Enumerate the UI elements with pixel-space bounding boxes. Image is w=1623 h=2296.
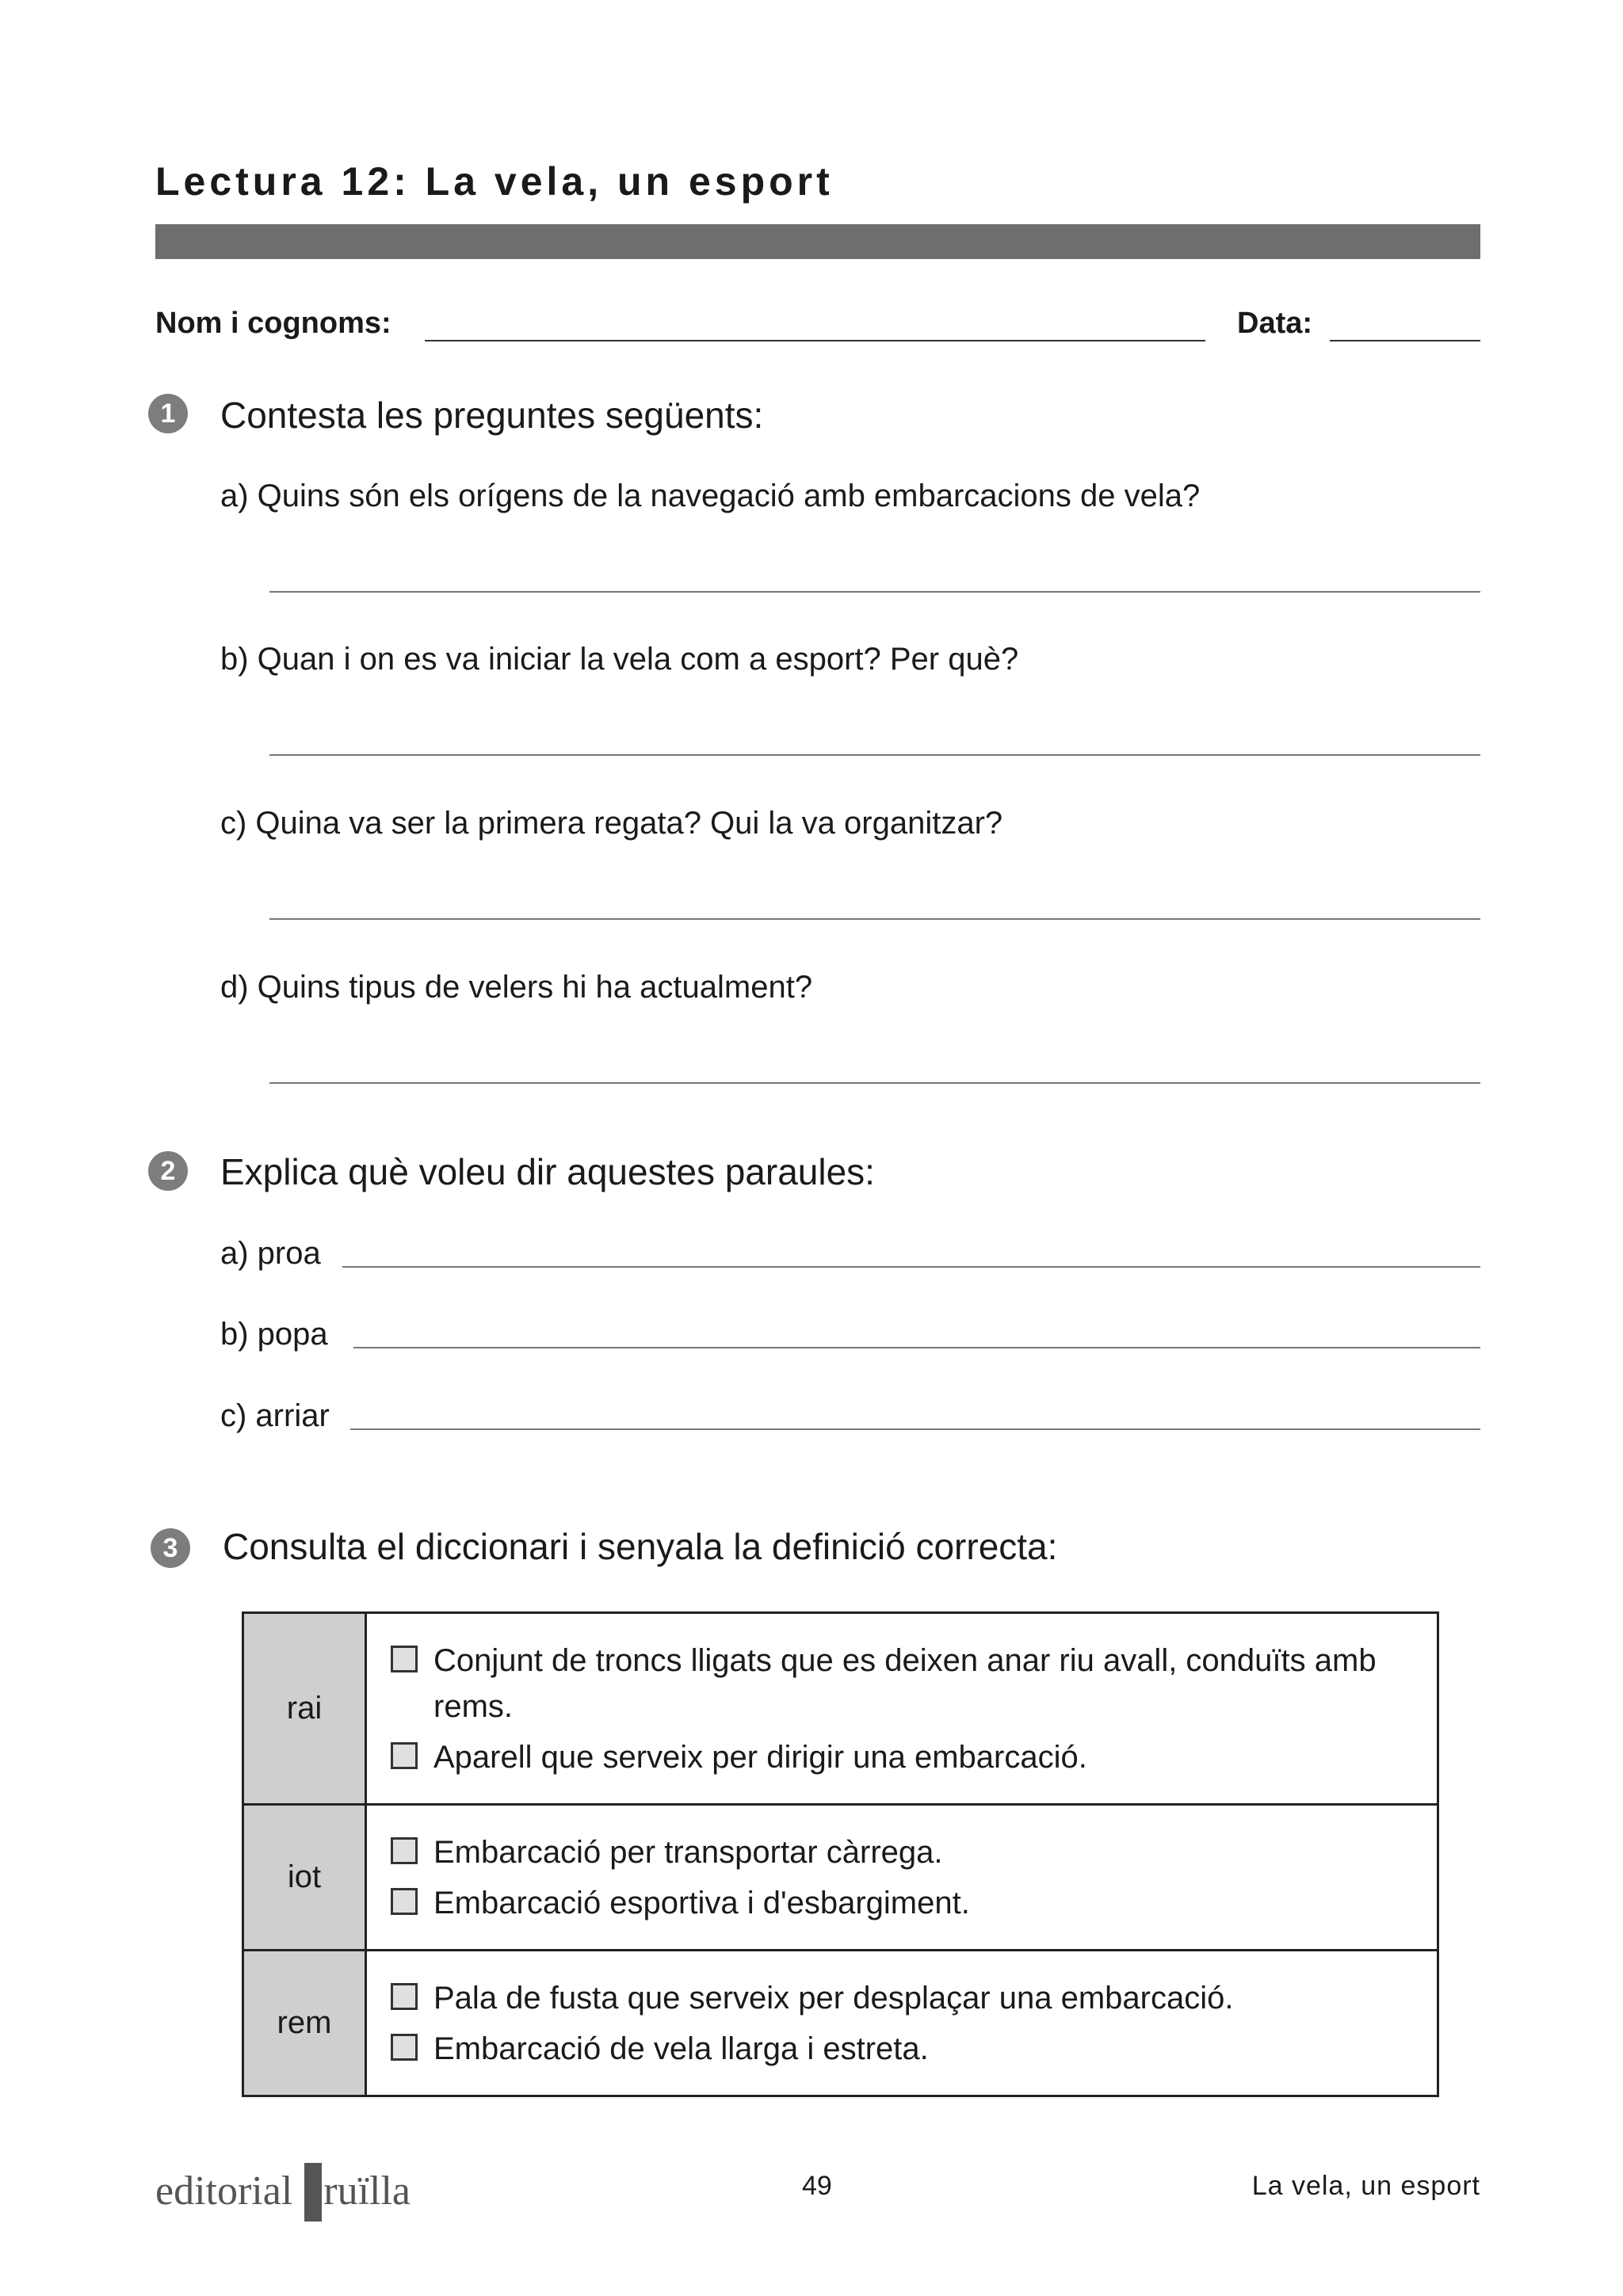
answer-line-1a[interactable] (269, 591, 1480, 593)
option-item (391, 1734, 1418, 1780)
question-number-2: 2 (148, 1151, 188, 1191)
question-1d: d) Quins tipus de velers hi ha actualment? (220, 970, 813, 1005)
checkbox[interactable] (391, 1983, 418, 2010)
question-1c: c) Quina va ser la primera regata? Qui la va organitzar? (220, 806, 1003, 841)
answer-line-arriar[interactable] (350, 1428, 1480, 1430)
question-number-1: 1 (148, 394, 188, 433)
checkbox[interactable] (391, 1888, 418, 1915)
option-text: Pala de fusta que serveix per desplaçar una embarcació. (433, 1980, 1234, 2016)
publisher-name-left: editorial (155, 2168, 304, 2214)
table-row (243, 1805, 1438, 1951)
question-3-prompt: Consulta el diccionari i senyala la definició correcta: (223, 1526, 1058, 1567)
table-row (243, 1613, 1438, 1805)
definitions-table (242, 1611, 1439, 2097)
checkbox[interactable] (391, 1646, 418, 1672)
option-text: Embarcació esportiva i d'esbargiment. (433, 1885, 970, 1920)
page-title: Lectura 12: La vela, un esport (155, 159, 834, 204)
answer-line-proa[interactable] (342, 1266, 1480, 1268)
options-cell (366, 1951, 1438, 2096)
options-cell (366, 1613, 1438, 1805)
title-divider-bar (155, 224, 1480, 259)
term-arriar: c) arriar (220, 1398, 330, 1433)
checkbox[interactable] (391, 1837, 418, 1864)
date-label: Data: (1237, 307, 1313, 340)
word-cell: rem (243, 1951, 366, 2096)
date-field[interactable] (1330, 340, 1480, 341)
question-1-prompt: Contesta les preguntes següents: (220, 395, 764, 436)
running-title: La vela, un esport (1251, 2171, 1480, 2201)
checkbox[interactable] (391, 2034, 418, 2061)
word-cell: iot (243, 1805, 366, 1951)
option-text: Aparell que serveix per dirigir una embarcació. (433, 1739, 1087, 1775)
question-number-3: 3 (151, 1528, 190, 1568)
term-proa: a) proa (220, 1236, 321, 1271)
question-2-prompt: Explica què voleu dir aquestes paraules: (220, 1151, 875, 1192)
question-1b: b) Quan i on es va iniciar la vela com a esport? Per què? (220, 642, 1019, 677)
question-1a: a) Quins són els orígens de la navegació amb embarcacions de vela? (220, 479, 1201, 513)
option-item (391, 1975, 1418, 2021)
option-text: Conjunt de troncs lligats que es deixen anar riu avall, conduïts amb rems. (433, 1642, 1377, 1724)
option-text: Embarcació per transportar càrrega. (433, 1834, 943, 1870)
checkbox[interactable] (391, 1742, 418, 1769)
name-field[interactable] (425, 340, 1205, 341)
term-popa: b) popa (220, 1317, 328, 1352)
answer-line-popa[interactable] (353, 1347, 1480, 1348)
option-item (391, 1880, 1418, 1926)
option-item (391, 2026, 1418, 2072)
word-cell: rai (243, 1613, 366, 1805)
option-item (391, 1638, 1418, 1730)
page-number: 49 (802, 2171, 832, 2201)
option-text: Embarcació de vela llarga i estreta. (433, 2031, 929, 2066)
name-date-row (155, 307, 1480, 354)
publisher-name-right: ruïlla (323, 2168, 411, 2214)
answer-line-1c[interactable] (269, 918, 1480, 920)
logo-bar-mark (304, 2163, 322, 2222)
option-item (391, 1829, 1418, 1875)
table-row (243, 1951, 1438, 2096)
answer-line-1b[interactable] (269, 754, 1480, 756)
answer-line-1d[interactable] (269, 1082, 1480, 1084)
name-label: Nom i cognoms: (155, 307, 391, 340)
options-cell (366, 1805, 1438, 1951)
publisher-logo (155, 2163, 411, 2222)
